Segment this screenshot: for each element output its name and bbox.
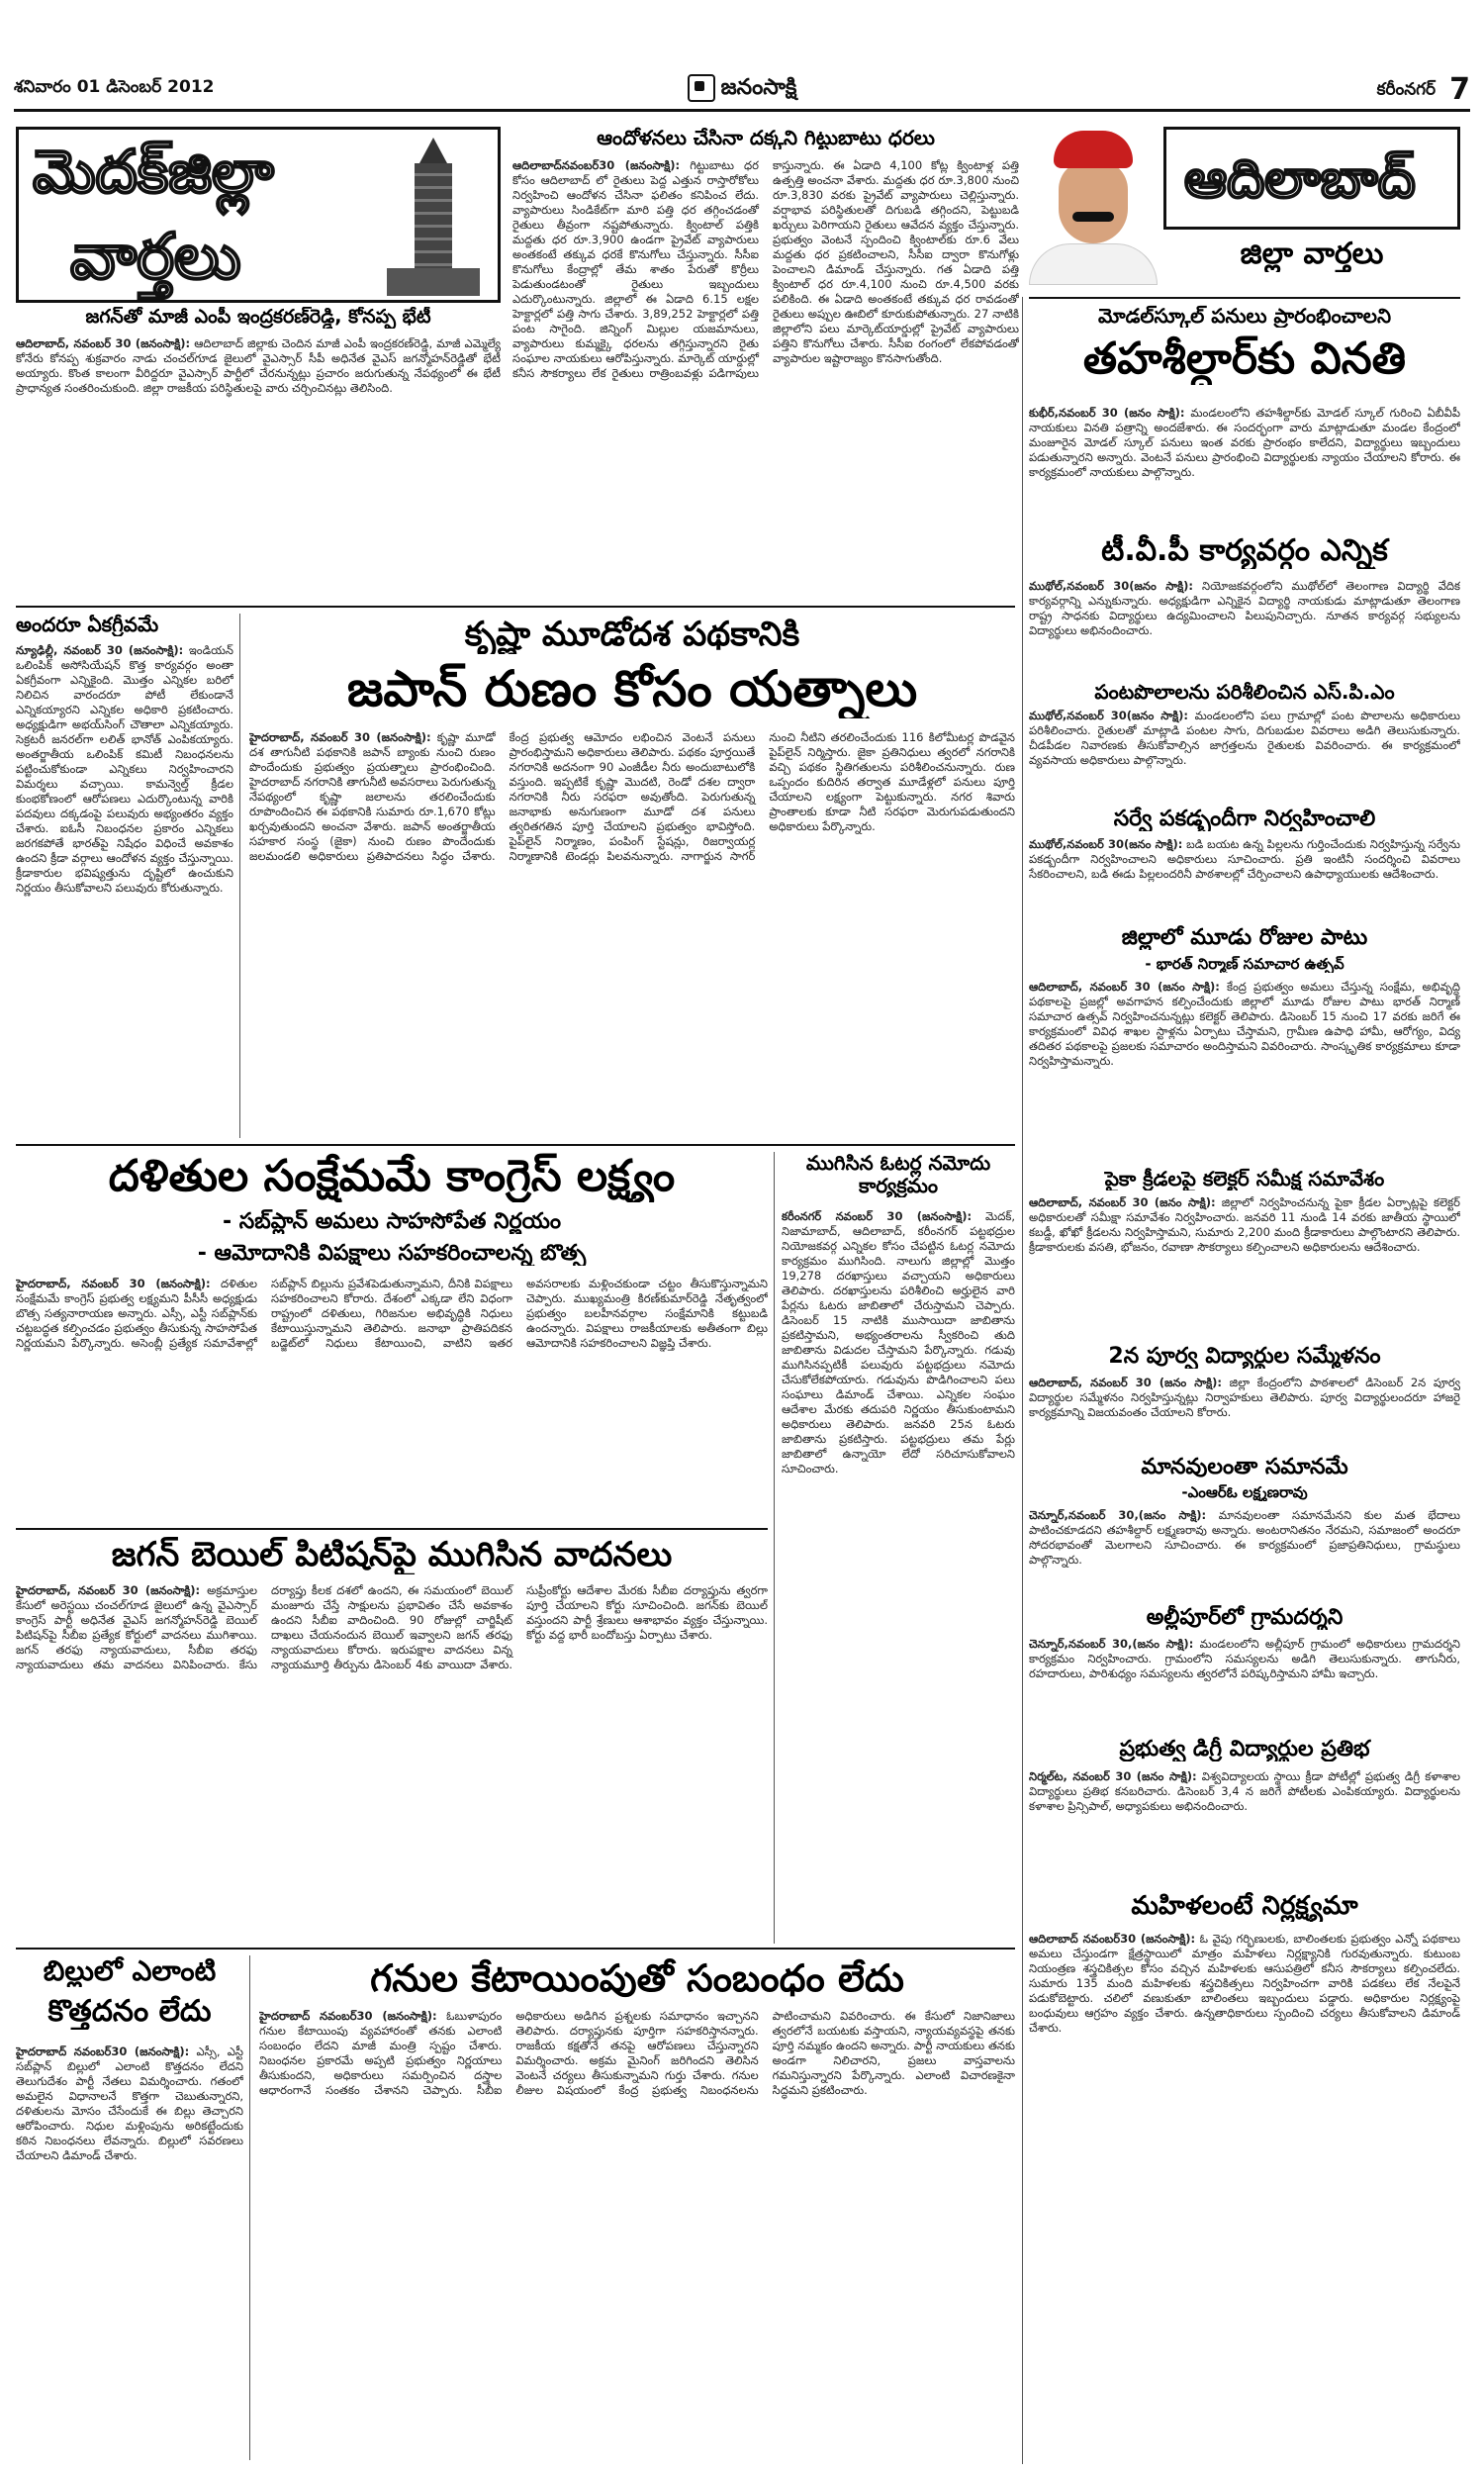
paper-title: జనంసాక్షి bbox=[720, 74, 797, 100]
article-three-days bbox=[1029, 980, 1460, 1158]
dateline: ముథోల్‌,నవంబర్‌ 30(జనం సాక్షి): bbox=[1029, 579, 1193, 593]
headline-crop-inspection: పంటపొలాలను పరిశీలించిన ఎస్‌.పి.ఎం bbox=[1094, 681, 1395, 704]
article-sports-review bbox=[1029, 1195, 1460, 1334]
headline-model-school: తహశీల్దార్‌కు వినతి bbox=[1082, 334, 1407, 384]
article-alumni bbox=[1029, 1376, 1460, 1447]
article-body: మండలంలోని పలు గ్రామాల్లో పంట పొలాలను అధికారులు పరిశీలించారు. రైతులతో మాట్లాడి పంటల సాగు, దిగుబడుల వివరాలు అడిగి తెలుసుకున్నారు. చీడపీడల నివారణకు తీసుకోవాల్సిన జాగ్రత్తలను రైతులకు వివరించారు. ఈ కార్యక్రమంలో వ్యవసాయ అధికారులు పాల్గొన్నారు. bbox=[1029, 709, 1460, 767]
section-rule bbox=[16, 1144, 1015, 1146]
headline-humanity: మానవులంతా సమానమే bbox=[1141, 1455, 1348, 1479]
headline-jagan-meeting: జగన్‌తో మాజీ ఎంపీ ఇంద్రకరణ్‌రెడ్డి, కోనప్ప భేటీ bbox=[85, 307, 431, 328]
kicker-model-school: మోడల్‌స్కూల్‌ పనులు ప్రారంభించాలని bbox=[1029, 297, 1460, 328]
dateline: హైదరాబాద్‌ నవంబర్‌30 (జనంసాక్షి): bbox=[259, 2009, 437, 2023]
column-divider bbox=[239, 614, 240, 1138]
headline-bail-petition: జగన్‌ బెయిల్‌ పిటిషన్‌పై ముగిసిన వాదనలు bbox=[111, 1536, 673, 1574]
dateline: ఆదిలాబాద్‌నవంబర్‌30 (జనంసాక్షి): bbox=[512, 158, 681, 172]
headline-cotton-prices: ఆందోళనలు చేసినా దక్కని గిట్టుబాటు ధరలు bbox=[597, 127, 935, 149]
article-bill bbox=[16, 2045, 243, 2460]
masthead bbox=[14, 69, 1470, 112]
article-cotton-prices bbox=[512, 158, 1019, 594]
column-divider bbox=[774, 1152, 775, 1944]
dateline: హైదరాబాద్‌, నవంబర్‌ 30 (జనంసాక్షి): bbox=[16, 1277, 211, 1290]
dateline: నిర్మల్‌ట, నవంబర్‌ 30 (జనం సాక్షి): bbox=[1029, 1769, 1197, 1783]
dateline: చెన్నూర్‌,నవంబర్‌ 30,(జనం సాక్షి): bbox=[1029, 1637, 1194, 1651]
headline-sports-review: పైకా క్రీడలపై కలెక్టర్‌ సమీక్ష సమావేశం bbox=[1104, 1168, 1385, 1190]
article-body: కృష్ణా మూడో దశ తాగునీటి పథకానికి జపాన్‌ బ్యాంకు నుంచి రుణం పొందేందుకు ప్రభుత్వం ప్రయత్నాలు ప్రారంభించింది. హైదరాబాద్‌ నగరానికి తాగునీటి అవసరాలు పెరుగుతున్న నేపథ్యంలో కృష్ణా జలాలను తరలించేందుకు రూపొందించిన ఈ పథకానికి సుమారు రూ.1,670 కోట్లు ఖర్చవుతుందని అంచనా వేశారు. జపాన్‌ అంతర్జాతీయ సహకార సంస్థ (జైకా) నుంచి రుణం పొందేందుకు జలమండలి అధికారులు ప్రతిపాదనలు సిద్ధం చేశారు. కేంద్ర ప్రభుత్వ ఆమోదం లభించిన వెంటనే పనులు ప్రారంభిస్తామని అధికారులు తెలిపారు. పథకం పూర్తయితే నగరానికి అదనంగా 90 ఎంజీడీల నీరు అందుబాటులోకి వస్తుంది. ఇప్పటికే కృష్ణా మొదటి, రెండో దశల ద్వారా నగరానికి నీరు సరఫరా అవుతోంది. పెరుగుతున్న జనాభాకు అనుగుణంగా మూడో దశ పనులు త్వరితగతిన పూర్తి చేయాలని ప్రభుత్వం భావిస్తోంది. పైప్‌లైన్‌ నిర్మాణం, పంపింగ్‌ స్టేషన్లు, రిజర్వాయర్ల నిర్మాణానికి టెండర్లు పిలవనున్నారు. నాగార్జున సాగర్‌ నుంచి నీటిని తరలించేందుకు 116 కిలోమీటర్ల పొడవైన పైప్‌లైన్‌ నిర్మిస్తారు. జైకా ప్రతినిధులు త్వరలో నగరానికి వచ్చి పథకం స్థితిగతులను పరిశీలించనున్నారు. రుణ ఒప్పందం కుదిరిన తర్వాత మూడేళ్లలో పనులు పూర్తి చేయాలని లక్ష్యంగా పెట్టుకున్నారు. నగర శివారు ప్రాంతాలకు కూడా నీటి సరఫరా మెరుగుపడుతుందని అధికారులు పేర్కొన్నారు. bbox=[249, 730, 1015, 863]
article-voter-enrolment bbox=[782, 1209, 1015, 1942]
dateline: ఆదిలాబాద్‌, నవంబర్‌ 30 (జనం సాక్షి): bbox=[1029, 1195, 1216, 1209]
dateline: హైదరాబాద్‌ నవంబర్‌30 (జనంసాక్షి): bbox=[16, 2045, 190, 2058]
subheadline-opposition: - ఆమోదానికి విపక్షాలు సహకరించాలన్న బొత్స bbox=[197, 1241, 587, 1266]
article-women bbox=[1029, 1932, 1460, 2456]
church-tower-image bbox=[379, 138, 488, 296]
article-body: మెదక్‌, నిజామాబాద్‌, ఆదిలాబాద్‌, కరీంనగర్‌ పట్టభద్రుల నియోజకవర్గ ఎన్నికల కోసం చేపట్టిన ఓటర్ల నమోదు కార్యక్రమం ముగిసింది. నాలుగు జిల్లాల్లో మొత్తం 19,278 దరఖాస్తులు వచ్చాయని అధికారులు తెలిపారు. దరఖాస్తులను పరిశీలించి అర్హులైన వారి పేర్లను ఓటరు జాబితాలో చేరుస్తామని చెప్పారు. డిసెంబర్‌ 15 నాటికి ముసాయిదా జాబితాను ప్రకటిస్తామని, అభ్యంతరాలను స్వీకరించి తుది జాబితాను విడుదల చేస్తామని పేర్కొన్నారు. గడువు ముగిసినప్పటికీ పలువురు పట్టభద్రులు నమోదు చేసుకోలేకపోయారు. గడువును పొడిగించాలని పలు సంఘాలు డిమాండ్‌ చేశాయి. ఎన్నికల సంఘం ఆదేశాల మేరకు తదుపరి నిర్ణయం తీసుకుంటామని అధికారులు తెలిపారు. జనవరి 25న ఓటరు జాబితాను ప్రకటిస్తారు. పట్టభద్రులు తమ పేర్లు జాబితాలో ఉన్నాయో లేదో సరిచూసుకోవాలని సూచించారు. bbox=[782, 1209, 1015, 1475]
district-name: కరీంనగర్ bbox=[1376, 79, 1437, 99]
article-body: జిల్లాలో నిర్వహించనున్న పైకా క్రీడల ఏర్పాట్లపై కలెక్టర్‌ అధికారులతో సమీక్షా సమావేశం నిర్వహించారు. జనవరి 11 నుండి 14 వరకు జాతీయ స్థాయిలో కబడ్డీ, ఖోఖో క్రీడలను నిర్వహిస్తామని, సుమారు 2,200 మంది క్రీడాకారులు పాల్గొంటారని తెలిపారు. క్రీడాకారులకు వసతి, భోజనం, రవాణా సౌకర్యాలు కల్పించాలని అధికారులను ఆదేశించారు. bbox=[1029, 1195, 1460, 1254]
dateline: ముథోల్‌,నవంబర్‌ 30(జనం సాక్షి): bbox=[1029, 837, 1183, 851]
article-body: నియోజకవర్గంలోని ముథోల్‌లో తెలంగాణ విద్యార్థి వేదిక కార్యవర్గాన్ని ఎన్నుకున్నారు. అధ్యక్షుడిగా ఎన్నికైన విద్యార్థి నాయకుడు మాట్లాడుతూ తెలంగాణ రాష్ట్ర సాధనకు విద్యార్థులు ఉద్యమించాలని పిలుపునిచ్చారు. నూతన కార్యవర్గ సభ్యులను విద్యార్థులు అభినందించారు. bbox=[1029, 579, 1460, 637]
dateline: కుభీర్‌,నవంబర్‌ 30 (జనం సాక్షి): bbox=[1029, 406, 1185, 420]
article-body: బడి బయట ఉన్న పిల్లలను గుర్తించేందుకు నిర్వహిస్తున్న సర్వేను పకడ్బందీగా నిర్వహించాలని అధికారులు సూచించారు. ప్రతి ఇంటినీ సందర్శించి వివరాలు సేకరించాలని, బడి ఈడు పిల్లలందరినీ పాఠశాలల్లో చేర్పించాలని ఉపాధ్యాయులకు ఆదేశించారు. bbox=[1029, 837, 1460, 881]
headline-alumni: 2న పూర్వ విద్యార్థుల సమ్మేళనం bbox=[1108, 1344, 1381, 1369]
dateline: హైదరాబాద్‌, నవంబర్‌ 30 (జనంసాక్షి): bbox=[249, 730, 431, 744]
headline-dalit-welfare: దళితుల సంక్షేమమే కాంగ్రెస్‌ లక్ష్యం bbox=[108, 1152, 676, 1201]
article-bail-petition bbox=[16, 1583, 768, 1940]
article-body: మానవులంతా సమానమేనని కుల మత భేదాలు పాటించకూడదని తహశీల్దార్‌ లక్ష్మణరావు అన్నారు. అంటరానితనం నేరమని, సమాజంలో అందరూ సోదరభావంతో మెలగాలని సూచించారు. ఈ కార్యక్రమంలో ప్రజాప్రతినిధులు, గ్రామస్థులు పాల్గొన్నారు. bbox=[1029, 1508, 1460, 1567]
subheadline-three-days: - భారత్‌ నిర్మాణ్‌ సమాచార ఉత్సవ్‌ bbox=[1145, 956, 1345, 973]
headline-japan-loan: జపాన్‌ రుణం కోసం యత్నాలు bbox=[346, 661, 918, 717]
headline-three-days: జిల్లాలో మూడు రోజుల పాటు bbox=[1121, 925, 1368, 950]
dateline: చెన్నూర్‌,నవంబర్‌ 30,(జనం సాక్షి): bbox=[1029, 1508, 1207, 1522]
adilabad-banner-line1: ఆదిలాబాద్ bbox=[1184, 147, 1416, 210]
article-body: విశ్వవిద్యాలయ స్థాయి క్రీడా పోటీల్లో ప్రభుత్వ డిగ్రీ కళాశాల విద్యార్థులు ప్రతిభ కనబరిచారు. డిసెంబర్‌ 3,4 న జరిగే పోటీలకు ఎంపికయ్యారు. విద్యార్థులను కళాశాల ప్రిన్సిపాల్‌, అధ్యాపకులు అభినందించారు. bbox=[1029, 1769, 1460, 1813]
headline-voter-enrolment: ముగిసిన ఓటర్ల నమోదు కార్యక్రమం bbox=[805, 1152, 991, 1197]
section-rule bbox=[16, 1948, 1015, 1950]
article-body: ఇండియన్‌ ఒలింపిక్‌ అసోసియేషన్‌ కొత్త కార్యవర్గం అంతా ఏకగ్రీవంగా ఎన్నికైంది. మొత్తం ఎన్నికల బరిలో నిలిచిన వారందరూ పోటీ లేకుండానే ఎన్నికయ్యారని ఎన్నికల అధికారి ప్రకటించారు. అధ్యక్షుడిగా అభయ్‌సింగ్‌ చౌతాలా ఎన్నికయ్యారు. సెక్రటరీ జనరల్‌గా లలిత్‌ భానోత్‌ ఎంపికయ్యారు. అంతర్జాతీయ ఒలింపిక్‌ కమిటీ నిబంధనలను పట్టించుకోకుండా ఎన్నికలు నిర్వహించారని విమర్శలు వచ్చాయి. కామన్వెల్త్‌ క్రీడల కుంభకోణంలో ఆరోపణలు ఎదుర్కొంటున్న వారికి పదవులు దక్కడంపై పలువురు అభ్యంతరం వ్యక్తం చేశారు. ఐఓసీ నిబంధనల ప్రకారం ఎన్నికలు జరగకపోతే భారత్‌పై నిషేధం విధించే అవకాశం ఉందని క్రీడా వర్గాలు ఆందోళన వ్యక్తం చేస్తున్నాయి. క్రీడాకారుల భవిష్యత్తును దృష్టిలో ఉంచుకుని నిర్ణయం తీసుకోవాలని పలువురు కోరుతున్నారు. bbox=[16, 643, 233, 895]
article-degree bbox=[1029, 1769, 1460, 1878]
dateline: ఆదిలాబాద్‌, నవంబర్‌ 30 (జనం సాక్షి): bbox=[1029, 1376, 1222, 1389]
article-body: ఓ వైపు గర్భిణులకు, బాలింతలకు ప్రభుత్వం ఎన్నో పథకాలు అమలు చేస్తుండగా క్షేత్రస్థాయిలో మాత్రం మహిళలు నిర్లక్ష్యానికి గురవుతున్నారు. కుటుంబ నియంత్రణ శస్త్రచికిత్సల కోసం వచ్చిన మహిళలకు ఆసుపత్రిలో కనీస సౌకర్యాలు కల్పించలేదు. సుమారు 135 మంది మహిళలకు శస్త్రచికిత్సలు నిర్వహించగా వారికి పడకలు లేక నేలపైనే పడుకోబెట్టారు. చలిలో వణుకుతూ బాలింతలు ఇబ్బందులు పడ్డారు. అధికారుల నిర్లక్ష్యంపై బంధువులు ఆగ్రహం వ్యక్తం చేశారు. ఉన్నతాధికారులు స్పందించి చర్యలు తీసుకోవాలని డిమాండ్‌ చేశారు. bbox=[1029, 1932, 1460, 2035]
page-info bbox=[887, 72, 1470, 107]
article-survey bbox=[1029, 837, 1460, 918]
headline-allipur: అల్లీపూర్‌లో గ్రామదర్శని bbox=[1146, 1605, 1344, 1630]
dateline: హైదరాబాద్‌, నవంబర్‌ 30 (జనంసాక్షి): bbox=[16, 1583, 201, 1597]
article-mines bbox=[259, 2009, 1015, 2459]
headline-bill-line2: కొత్తదనం లేదు bbox=[47, 1995, 212, 2029]
section-rule bbox=[16, 1528, 768, 1530]
headline-ioa-unanimous: అందరూ ఏకగ్రీవమే bbox=[16, 614, 159, 636]
adilabad-banner-line2: జిల్లా వార్తలు bbox=[1240, 238, 1384, 271]
folk-portrait-image bbox=[1029, 127, 1158, 285]
dateline: కరీంనగర్‌ నవంబర్‌ 30 (జనంసాక్షి): bbox=[782, 1209, 973, 1223]
article-body: అక్రమాస్తుల కేసులో అరెస్టయి చంచల్‌గూడ జైలులో ఉన్న వైఎస్సార్‌ కాంగ్రెస్‌ పార్టీ అధినేత వైఎస్‌ జగన్మోహన్‌రెడ్డి బెయిల్‌ పిటిషన్‌పై సీబీఐ ప్రత్యేక కోర్టులో వాదనలు ముగిశాయి. జగన్‌ తరఫు న్యాయవాదులు, సీబీఐ తరఫు న్యాయవాదులు తమ వాదనలు వినిపించారు. కేసు దర్యాప్తు కీలక దశలో ఉందని, ఈ సమయంలో బెయిల్‌ మంజూరు చేస్తే సాక్షులను ప్రభావితం చేసే అవకాశం ఉందని సీబీఐ వాదించింది. 90 రోజుల్లో చార్జిషీట్‌ దాఖలు చేయనందున బెయిల్‌ ఇవ్వాలని జగన్‌ తరఫు న్యాయవాదులు కోరారు. ఇరుపక్షాల వాదనలు విన్న న్యాయమూర్తి తీర్పును డిసెంబర్‌ 4కు వాయిదా వేశారు. సుప్రీంకోర్టు ఆదేశాల మేరకు సీబీఐ దర్యాప్తును త్వరగా పూర్తి చేయాలని కోర్టు సూచించింది. జగన్‌కు బెయిల్‌ వస్తుందని పార్టీ శ్రేణులు ఆశాభావం వ్యక్తం చేస్తున్నాయి. కోర్టు వద్ద భారీ బందోబస్తు ఏర్పాటు చేశారు. bbox=[16, 1583, 768, 1671]
subheadline-humanity: -ఎంఆర్‌ఓ లక్ష్మణరావు bbox=[1181, 1484, 1308, 1501]
article-body: మండలంలోని అల్లీపూర్‌ గ్రామంలో అధికారులు గ్రామదర్శని కార్యక్రమం నిర్వహించారు. గ్రామంలోని సమస్యలను అడిగి తెలుసుకున్నారు. తాగునీరు, రహదారులు, పారిశుధ్యం సమస్యలను త్వరలోనే పరిష్కరిస్తామని హామీ ఇచ్చారు. bbox=[1029, 1637, 1460, 1680]
adilabad-section-banner bbox=[1163, 127, 1460, 230]
paper-logo-icon bbox=[688, 74, 715, 102]
article-model-school bbox=[1029, 406, 1460, 524]
issue-date: శనివారం 01 డిసెంబర్ 2012 bbox=[14, 77, 215, 97]
column-divider bbox=[249, 1955, 250, 2460]
subheadline-subplan: - సబ్‌ప్లాన్‌ అమలు సాహసోపేత నిర్ణయం bbox=[222, 1209, 562, 1234]
page-number: 7 bbox=[1449, 71, 1470, 107]
column-divider bbox=[1022, 297, 1023, 2464]
headline-survey: సర్వే పకడ్బందీగా నిర్వహించాలి bbox=[1113, 807, 1376, 831]
dateline: న్యూఢిల్లీ, నవంబర్‌ 30 (జనంసాక్షి): bbox=[16, 643, 184, 657]
article-tvp bbox=[1029, 579, 1460, 673]
article-body: ఎస్సీ, ఎస్టీ సబ్‌ప్లాన్‌ బిల్లులో ఎలాంటి కొత్తదనం లేదని తెలుగుదేశం పార్టీ నేతలు విమర్శించారు. గతంలో అమలైన విధానాలనే కొత్తగా చెబుతున్నారని, దళితులను మోసం చేసేందుకే ఈ బిల్లు తెచ్చారని ఆరోపించారు. నిధుల మళ్లింపును అరికట్టేందుకు కఠిన నిబంధనలు లేవన్నారు. బిల్లులో సవరణలు చేయాలని డిమాండ్‌ చేశారు. bbox=[16, 2045, 243, 2162]
article-japan-loan bbox=[249, 730, 1015, 1136]
dateline: ఆదిలాబాద్‌, నవంబర్‌ 30 (జనంసాక్షి): bbox=[16, 336, 191, 350]
section-rule bbox=[16, 606, 1015, 608]
headline-women: మహిళలంటే నిర్లక్ష్యమా bbox=[1131, 1892, 1358, 1921]
article-body: దళితుల సంక్షేమమే కాంగ్రెస్‌ ప్రభుత్వ లక్ష్యమని పీసీసీ అధ్యక్షుడు బొత్స సత్యనారాయణ అన్నారు. ఎస్సీ, ఎస్టీ సబ్‌ప్లాన్‌కు చట్టబద్ధత కల్పించడం ప్రభుత్వం తీసుకున్న సాహసోపేత నిర్ణయమని పేర్కొన్నారు. అసెంబ్లీ ప్రత్యేక సమావేశాల్లో సబ్‌ప్లాన్‌ బిల్లును ప్రవేశపెడుతున్నామని, దీనికి విపక్షాలు సహకరించాలని కోరారు. దేశంలో ఎక్కడా లేని విధంగా రాష్ట్రంలో దళితులు, గిరిజనుల అభివృద్ధికి నిధులు కేటాయిస్తున్నామని తెలిపారు. జనాభా ప్రాతిపదికన బడ్జెట్‌లో నిధులు కేటాయించి, వాటిని ఇతర అవసరాలకు మళ్లించకుండా చట్టం తీసుకొస్తున్నామని చెప్పారు. ముఖ్యమంత్రి కిరణ్‌కుమార్‌రెడ్డి నేతృత్వంలో ప్రభుత్వం బలహీనవర్గాల సంక్షేమానికి కట్టుబడి ఉందన్నారు. విపక్షాలు రాజకీయాలకు అతీతంగా బిల్లు ఆమోదానికి సహకరించాలని విజ్ఞప్తి చేశారు. bbox=[16, 1277, 768, 1350]
headline-degree: ప్రభుత్వ డిగ్రీ విద్యార్థుల ప్రతిభ bbox=[1119, 1737, 1370, 1761]
kicker-krishna: కృష్ణా మూడోదశ పథకానికి bbox=[464, 616, 800, 654]
article-jagan-meeting bbox=[16, 336, 501, 599]
article-body: మండలంలోని తహశీల్దార్‌కు మోడల్‌ స్కూల్‌ గురించి ఏబీవీపీ నాయకులు వినతి పత్రాన్ని అందజేశారు. ఈ సందర్భంగా వారు మాట్లాడుతూ మండల కేంద్రంలో మంజూరైన మోడల్‌ స్కూల్‌ పనులు ఇంత వరకు ప్రారంభం కాలేదని, విద్యార్థులు ఇబ్బందులు పడుతున్నారని అన్నారు. వెంటనే పనులు ప్రారంభించి విద్యార్థులకు న్యాయం చేయాలని కోరారు. ఈ కార్యక్రమంలో నాయకులు పాల్గొన్నారు. bbox=[1029, 406, 1460, 479]
medak-banner-line1: మెదక్‌జిల్లా bbox=[33, 138, 274, 207]
article-body: గిట్టుబాటు ధర కోసం ఆదిలాబాద్‌ లో రైతులు పెద్ద ఎత్తున రాస్తారోకోలు నిర్వహించి ఆందోళన చేసినా ఫలితం కనిపించ లేదు. వ్యాపారులు సిండికేట్‌గా మారి పత్తి ధర తగ్గించడంతో రైతులు తీవ్రంగా నష్టపోతున్నారు. క్వింటాల్‌ పత్తికి మద్దతు ధర రూ.3,900 ఉండగా ప్రైవేట్‌ వ్యాపారులు అంతకంటే తక్కువ ధరకే కొనుగోలు చేస్తున్నారు. సీసీఐ కొనుగోలు కేంద్రాల్లో తేమ శాతం పేరుతో కొర్రీలు పెడుతుండటంతో రైతులు ఇబ్బందులు ఎదుర్కొంటున్నారు. జిల్లాలో ఈ ఏడాది 6.15 లక్షల హెక్టార్లలో పత్తి సాగు చేశారు. 3,89,252 హెక్టార్లలో పత్తి పంట సాగైంది. జిన్నింగ్‌ మిల్లుల యజమానులు, వ్యాపారులు కుమ్మక్కై ధరలను తగ్గిస్తున్నారని రైతు సంఘాల నాయకులు ఆరోపిస్తున్నారు. మార్కెట్‌ యార్డుల్లో కనీస సౌకర్యాలు లేక రైతులు రాత్రింబవళ్లు పడిగాపులు కాస్తున్నారు. ఈ ఏడాది 4,100 కోట్ల క్వింటాళ్ల పత్తి ఉత్పత్తి అంచనా వేశారు. మద్దతు ధర రూ.3,800 నుంచి రూ.3,830 వరకు ప్రైవేట్‌ వ్యాపారులు చెల్లిస్తున్నారు. వర్షాభావ పరిస్థితులతో దిగుబడి తగ్గిందని, పెట్టుబడి ఖర్చులు పెరిగాయని రైతులు ఆవేదన వ్యక్తం చేస్తున్నారు. ప్రభుత్వం వెంటనే స్పందించి క్వింటాల్‌కు రూ.6 వేలు మద్దతు ధర ప్రకటించాలని, సీసీఐ ద్వారా కొనుగోళ్లు పెంచాలని డిమాండ్‌ చేస్తున్నారు. గత ఏడాది పత్తి క్వింటాల్‌ ధర రూ.4,100 నుంచి రూ.4,500 వరకు పలికింది. ఈ ఏడాది అంతకంటే తక్కువ ధర రావడంతో రైతులు అప్పుల ఊబిలో కూరుకుపోతున్నారు. 27 నాటికి జిల్లాలోని పలు మార్కెట్‌యార్డుల్లో ప్రైవేట్‌ వ్యాపారులు పత్తిని కొనుగోలు చేశారు. సీసీఐ రంగంలో లేకపోవడంతో వ్యాపారుల ఇష్టారాజ్యం కొనసాగుతోంది. bbox=[512, 158, 1019, 380]
dateline: ఆదిలాబాద్‌ నవంబర్‌30 (జనంసాక్షి): bbox=[1029, 1932, 1196, 1946]
headline-mines: గనుల కేటాయింపుతో సంబంధం లేదు bbox=[370, 1957, 904, 2000]
article-body: కేంద్ర ప్రభుత్వం అమలు చేస్తున్న సంక్షేమ, అభివృద్ధి పథకాలపై ప్రజల్లో అవగాహన కల్పించేందుకు జిల్లాలో మూడు రోజుల పాటు భారత్‌ నిర్మాణ్‌ సమాచార ఉత్సవ్‌ నిర్వహించనున్నట్లు కలెక్టర్‌ తెలిపారు. డిసెంబర్‌ 15 నుంచి 17 వరకు జరిగే ఈ కార్యక్రమంలో వివిధ శాఖల స్టాళ్లను ఏర్పాటు చేస్తామని, గ్రామీణ ఉపాధి హామీ, ఆరోగ్యం, విద్య తదితర పథకాలపై ప్రజలకు సమాచారం అందిస్తామని వివరించారు. సాంస్కృతిక కార్యక్రమాలు కూడా నిర్వహిస్తామన్నారు. bbox=[1029, 980, 1460, 1068]
paper-name bbox=[597, 74, 887, 105]
article-body: జిల్లా కేంద్రంలోని పాఠశాలలో డిసెంబర్‌ 2న పూర్వ విద్యార్థుల సమ్మేళనం నిర్వహిస్తున్నట్లు నిర్వాహకులు తెలిపారు. పూర్వ విద్యార్థులందరూ హాజరై కార్యక్రమాన్ని విజయవంతం చేయాలని కోరారు. bbox=[1029, 1376, 1460, 1419]
dateline: ఆదిలాబాద్‌, నవంబర్‌ 30 (జనం సాక్షి): bbox=[1029, 980, 1220, 994]
medak-banner-line2: వార్తలు bbox=[70, 221, 241, 294]
article-body: ఓబుళాపురం గనుల కేటాయింపు వ్యవహారంతో తనకు ఎలాంటి సంబంధం లేదని మాజీ మంత్రి స్పష్టం చేశారు. నిబంధనల ప్రకారమే అప్పటి ప్రభుత్వం నిర్ణయాలు తీసుకుందని, అధికారులు సమర్పించిన దస్త్రాల ఆధారంగానే సంతకం చేశానని చెప్పారు. సీబీఐ అధికారులు అడిగిన ప్రశ్నలకు సమాధానం ఇచ్చానని తెలిపారు. దర్యాప్తునకు పూర్తిగా సహకరిస్తానన్నారు. రాజకీయ కక్షతోనే తనపై ఆరోపణలు చేస్తున్నారని విమర్శించారు. అక్రమ మైనింగ్‌ జరిగిందని తెలిసిన వెంటనే చర్యలు తీసుకున్నామని గుర్తు చేశారు. గనుల లీజుల విషయంలో కేంద్ర ప్రభుత్వ నిబంధనలను పాటించామని వివరించారు. ఈ కేసులో నిజానిజాలు త్వరలోనే బయటకు వస్తాయని, న్యాయవ్యవస్థపై తనకు పూర్తి నమ్మకం ఉందని అన్నారు. పార్టీ నాయకులు తనకు అండగా నిలిచారని, ప్రజలు వాస్తవాలను గమనిస్తున్నారని పేర్కొన్నారు. ఎలాంటి విచారణకైనా సిద్ధమని ప్రకటించారు. bbox=[259, 2009, 1015, 2097]
article-allipur bbox=[1029, 1637, 1460, 1728]
medak-section-banner bbox=[16, 127, 501, 303]
headline-tvp: టీ.వీ.పీ కార్యవర్గం ఎన్నిక bbox=[1101, 534, 1388, 568]
article-dalit-welfare bbox=[16, 1277, 768, 1519]
headline-bill-line1: బిల్లులో ఎలాంటి bbox=[43, 1955, 217, 1987]
article-ioa-unanimous bbox=[16, 643, 233, 1138]
dateline: ముథోల్‌,నవంబర్‌ 30(జనం సాక్షి): bbox=[1029, 709, 1188, 722]
article-humanity bbox=[1029, 1508, 1460, 1597]
article-crop-inspection bbox=[1029, 709, 1460, 798]
article-body: ఆదిలాబాద్‌ జిల్లాకు చెందిన మాజీ ఎంపీ ఇంద్రకరణ్‌రెడ్డి, మాజీ ఎమ్మెల్యే కోనేరు కోనప్ప శుక్రవారం నాడు చంచల్‌గూడ జైలులో వైఎస్సార్‌ సీపీ అధినేత వైఎస్‌ జగన్మోహన్‌రెడ్డితో భేటీ అయ్యారు. కొంత కాలంగా వీరిద్దరూ వైఎస్సార్‌ పార్టీలో చేరనున్నట్లు ప్రచారం జరుగుతున్న నేపథ్యంలో ఈ భేటీ ప్రాధాన్యత సంతరించుకుంది. జిల్లా రాజకీయ పరిస్థితులపై వారు చర్చించినట్లు తెలిసింది. bbox=[16, 336, 501, 395]
